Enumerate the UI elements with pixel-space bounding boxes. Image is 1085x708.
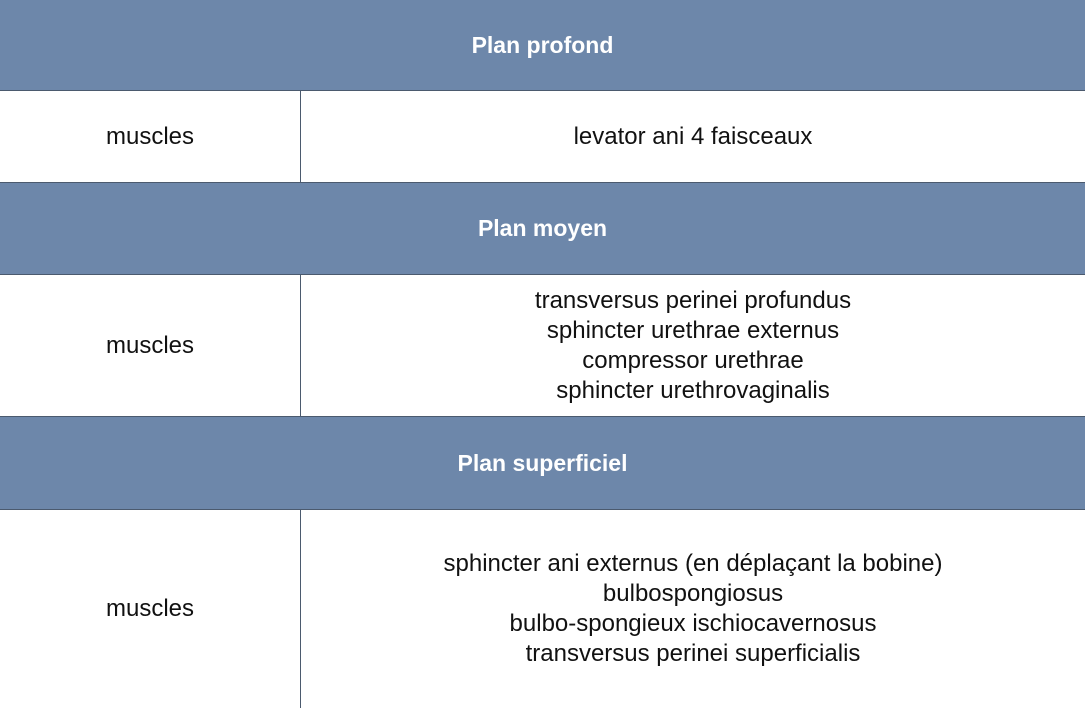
row-label: muscles: [0, 91, 301, 182]
table-row: [0, 510, 1085, 708]
section-header-plan-moyen: Plan moyen: [0, 182, 1085, 275]
row-label: muscles: [0, 510, 301, 708]
muscle-item: compressor urethrae: [582, 346, 804, 374]
muscle-item: sphincter urethrovaginalis: [556, 376, 830, 404]
table-row: [0, 275, 1085, 416]
muscle-item: sphincter urethrae externus: [546, 316, 840, 344]
muscle-item: levator ani 4 faisceaux: [573, 122, 813, 150]
section-header-plan-profond: Plan profond: [0, 0, 1085, 91]
muscle-item: bulbo-spongieux ischiocavernosus: [509, 610, 877, 637]
muscle-item: transversus perinei superficialis: [525, 640, 861, 667]
muscle-item: transversus perinei profundus: [534, 286, 852, 314]
muscle-item: bulbospongiosus: [602, 580, 784, 607]
row-label: muscles: [0, 275, 301, 416]
section-header-plan-superficiel: Plan superficiel: [0, 416, 1085, 510]
row-content: [301, 510, 1085, 708]
table-row: [0, 91, 1085, 182]
row-content: [301, 91, 1085, 182]
row-content: [301, 275, 1085, 416]
muscle-item: sphincter ani externus (en déplaçant la bobine): [443, 550, 943, 577]
